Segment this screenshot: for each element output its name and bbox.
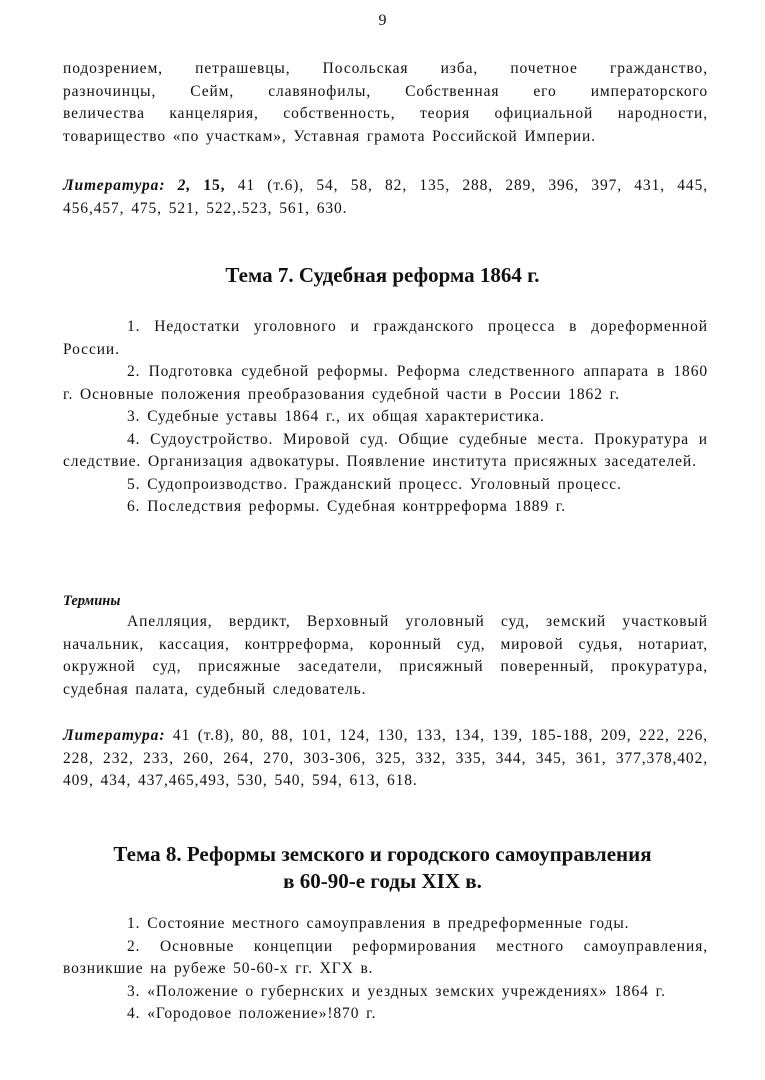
literature-paragraph xyxy=(63,725,708,793)
literature-label: Литература: xyxy=(63,727,166,744)
literature-refs: 41 (т.6), 54, 58, 82, 135, 288, 289, 396, 397, 431, 445, xyxy=(237,177,708,194)
intro-line: величества канцелярия, собственность, теория официальной народности, xyxy=(63,105,708,122)
intro-line: товарищество «по участкам», Уставная грамота Российской Империи. xyxy=(63,127,596,145)
intro-paragraph xyxy=(63,58,708,148)
list-item: 3. «Положение о губернских и уездных земских учреждениях» 1864 г. xyxy=(127,982,666,1000)
list-item: 2. Подготовка судебной реформы. Реформа следственного аппарата в 1860 г. Основные положения преобразования судебной части в России 1862 г. xyxy=(63,363,708,403)
intro-line: разночинцы, Сейм, славянофилы, Собственная его императорского xyxy=(63,82,708,100)
topic8-title xyxy=(0,841,765,895)
terms-heading-block xyxy=(63,590,708,613)
list-item: 4. «Городовое положение»!870 г. xyxy=(127,1005,377,1022)
literature-refs: 41 (т.8), 80, 88, 101, 124, 130, 133, 134, 139, 185-188, 209, 222, 226, 228, 232, 233, 260, 264, 270, 303-306, 325, 332, 335, 344, 345, 361, 377,378,402, 409, 434, 437,465,493, 530, 540, 594, 613, 618. xyxy=(63,727,708,789)
terms-paragraph xyxy=(63,611,708,701)
list-item: 6. Последствия реформы. Судебная контрреформа 1889 г. xyxy=(127,498,567,515)
terms-text: Апелляция, вердикт, Верховный уголовный суд, земский участковый начальник, кассация, контрреформа, коронный суд, мировой судья, нотариат, окружной суд, присяжные заседатели, присяжный поверенный, прокуратура, судебная палата, судебный следователь. xyxy=(63,613,708,698)
terms-heading: Термины xyxy=(63,593,121,609)
literature-ref: 2, xyxy=(177,177,192,194)
literature-line: 456,457, 475, 521, 522,.523, 561, 630. xyxy=(63,199,348,217)
list-item: 1. Состояние местного самоуправления в предреформенные годы. xyxy=(127,915,630,932)
list-item: 5. Судопроизводство. Гражданский процесс. Уголовный процесс. xyxy=(127,475,622,493)
topic7-title: Тема 7. Судебная реформа 1864 г. xyxy=(225,263,540,287)
list-item: 1. Недостатки уголовного и гражданского процесса в дореформенной России. xyxy=(63,318,708,358)
list-item: 4. Судоустройство. Мировой суд. Общие судебные места. Прокуратура и следствие. Организация адвокатуры. Появление института присяжных заседателей. xyxy=(63,430,708,470)
literature-line xyxy=(63,175,708,198)
literature-topic7 xyxy=(63,725,708,793)
topic8-title-line: в 60-90-е годы XIX в. xyxy=(283,869,482,893)
list-item: 3. Судебные уставы 1864 г., их общая характеристика. xyxy=(127,408,545,425)
topic8-items xyxy=(63,913,708,1026)
literature-label: Литература: xyxy=(63,177,166,194)
page-number: 9 xyxy=(378,12,387,29)
literature-topic6 xyxy=(63,175,708,220)
intro-line: подозрением, петрашевцы, Посольская изба, почетное гражданство, xyxy=(63,60,708,77)
literature-ref: 15, xyxy=(203,177,226,194)
topic7-items xyxy=(63,316,708,519)
list-item: 2. Основные концепции реформирования местного самоуправления, возникшие на рубеже 50-60-х гг. ХГХ в. xyxy=(63,937,708,977)
topic8-title-line: Тема 8. Реформы земского и городского самоуправления xyxy=(113,842,652,866)
